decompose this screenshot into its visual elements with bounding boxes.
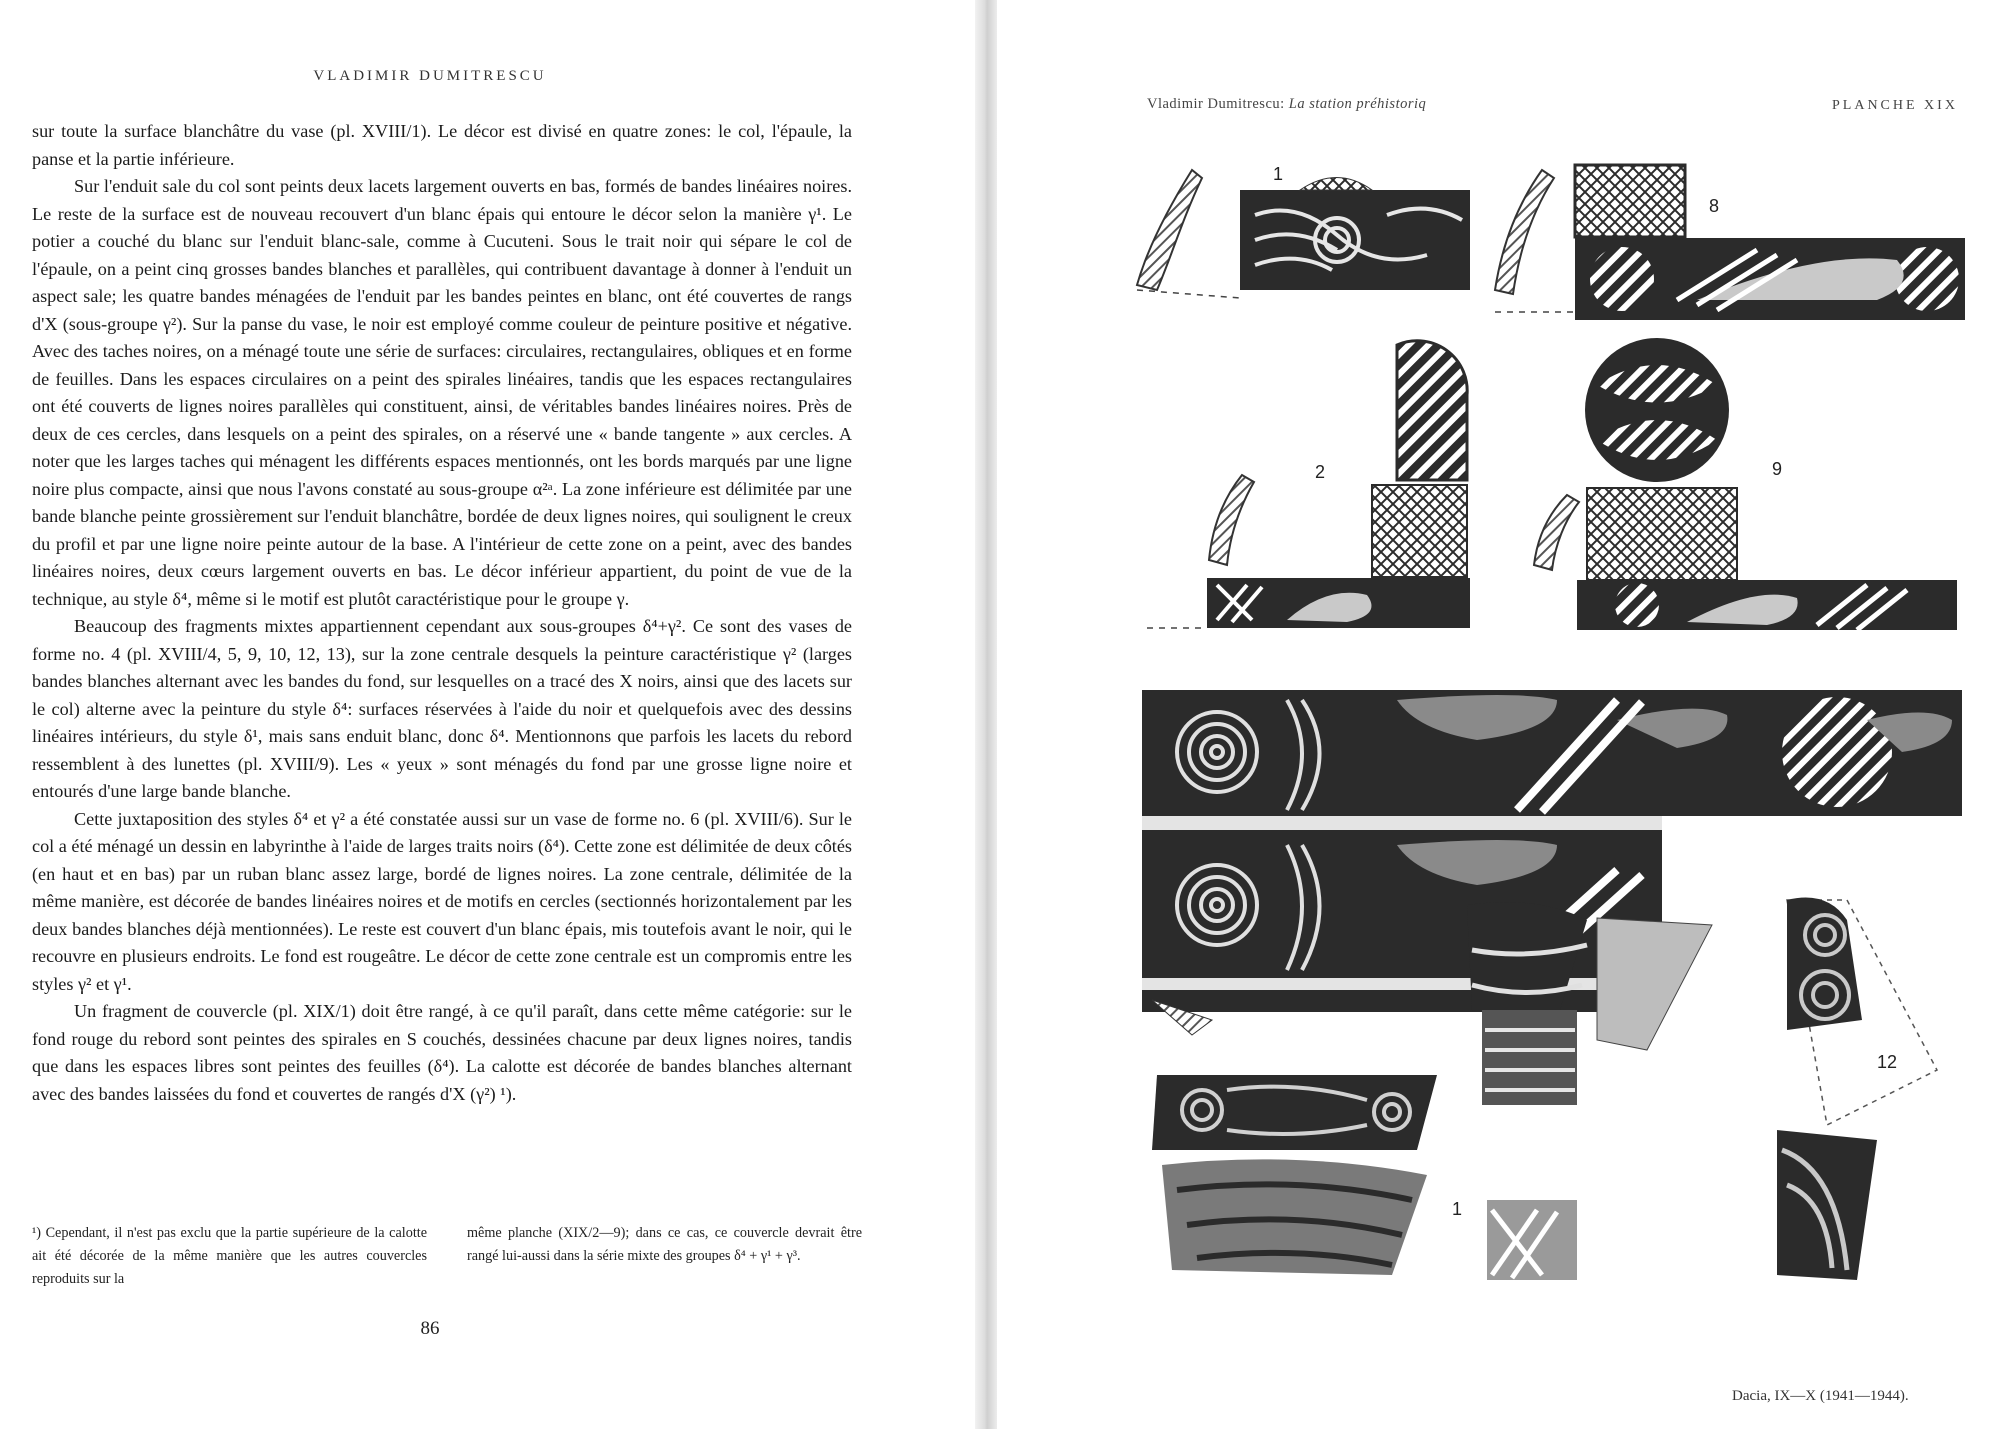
paragraph-5: Un fragment de couvercle (pl. XIX/1) doit être rangé, à ce qu'il paraît, dans cette même catégorie: sur le fond rouge du rebord sont peintes des spirales en S couchés, dessinées chacune par deux lignes noires, tandis que dans les espaces libres sont peintes des feuilles (δ⁴). La calotte est décorée de bandes blanches alternant avec des bandes laissées du fond et couvertes de rangés d'X (γ²) ¹). [32, 1001, 852, 1104]
right-page [997, 0, 2000, 1429]
caption-author: Vladimir Dumitrescu: [1147, 96, 1285, 112]
footnote-right: même planche (XIX/2—9); dans ce cas, ce couvercle devrait être rangé lui-aussi dans la série mixte des groupes δ⁴ + γ¹ + γ³. [467, 1225, 862, 1264]
footnote-left: ¹) Cependant, il n'est pas exclu que la partie supérieure de la calotte ait été décorée de la même manière que les autres couvercles reproduits sur la [32, 1225, 427, 1287]
footnotes [32, 1222, 862, 1291]
journal-footer: Dacia, IX—X (1941—1944). [1732, 1388, 1909, 1404]
fig-label-2: 2 [1315, 462, 1326, 482]
book-gutter [975, 0, 997, 1429]
caption-title: La station préhistoriq [1288, 96, 1427, 112]
left-page [0, 0, 975, 1429]
running-head: VLADIMIR DUMITRESCU [313, 68, 547, 84]
fig-label-8: 8 [1709, 196, 1720, 216]
page-number: 86 [420, 1318, 440, 1339]
fragment-1 [1137, 164, 1470, 298]
fig-label-1-lower: 1 [1452, 1199, 1463, 1219]
fragment-9 [1534, 338, 1957, 630]
paragraph-2: Sur l'enduit sale du col sont peints deux lacets largement ouverts en bas, formés de bandes linéaires noires. Le reste de la surface est de nouveau recouvert d'un blanc épais qui entoure le décor selon la manière γ¹. Le potier a couché du blanc sur l'enduit blanc-sale, comme à Cucuteni. Sous le trait noir qui sépare le col de l'épaule, on a peint cinq grosses bandes blanches et parallèles, qui contribuent davantage à donner à l'enduit un aspect sale; les quatre bandes ménagées de l'enduit par les bandes peintes en blanc, ont été couvertes de rangs d'X (sous-groupe γ²). Sur la panse du vase, le noir est employé comme couleur de peinture positive et négative. Avec des taches noires, on a ménagé toute une série de surfaces: circulaires, rectangulaires, obliques et en forme de feuilles. Dans les espaces circulaires on a peint des spirales linéaires, tandis que les espaces rectangulaires ont été couverts de lignes noires parallèles qui constituent, ainsi, de véritables bandes linéaires noires. Près de deux de ces cercles, dans lesquels on a peint des spirales, on a réservé une « bande tangente » aux cercles. A noter que les larges taches qui ménagent les différents espaces mentionnés, ont les bords marqués par une ligne noire plus compacte, ainsi que nous l'avons constaté au sous-groupe α²ᵃ. La zone inférieure est délimitée par une bande blanche peinte grossièrement sur l'enduit blanchâtre, bordée de deux lignes noires, qui soulignent le creux du profil et par une ligne noire peinte autour de la base. A l'intérieur de cette zone on a peint, avec des bandes linéaires noires, deux cœurs largement ouverts en bas. Le décor inférieur appartient, du point de vue de la technique, au style δ⁴, même si le motif est plutôt caractéristique pour le groupe γ. [32, 176, 852, 609]
fig-label-1: 1 [1273, 164, 1284, 184]
paragraph-1: sur toute la surface blanchâtre du vase (pl. XVIII/1). Le décor est divisé en quatre zones: le col, l'épaule, la panse et la partie inférieure. [32, 121, 852, 169]
fragment-2 [1147, 341, 1470, 628]
fragment-8 [1495, 165, 1965, 320]
fig-label-9: 9 [1772, 459, 1783, 479]
plate-illustration [997, 0, 2000, 1429]
paragraph-3: Beaucoup des fragments mixtes appartiennent cependant aux sous-groupes δ⁴+γ². Ce sont des vases de forme no. 4 (pl. XVIII/4, 5, 9, 10, 12, 13), sur la zone centrale desquels la peinture caractéristique γ² (larges bandes blanches alternant avec les bandes du fond, sur lesquelles on a tracé des X noirs, ainsi que des lacets sur le col) alterne avec la peinture du style δ⁴: surfaces réservées à l'aide du noir et quelquefois avec des dessins linéaires intérieurs, du style δ¹, mais sans enduit blanc, donc δ⁴. Mentionnons que parfois les lacets du rebord ressemblent à des lunettes (pl. XVIII/9). Les « yeux » sont ménagés du fond par une grosse ligne noire et entourés d'une large bande blanche. [32, 616, 852, 801]
fragment-12 [1777, 898, 1937, 1281]
paragraph-4: Cette juxtaposition des styles δ⁴ et γ² a été constatée aussi sur un vase de forme no. 6 (pl. XVIII/6). Sur le col a été ménagé un dessin en labyrinthe à l'aide de larges traits noirs (δ⁴). Cette zone est délimitée de deux côtés (en haut et en bas) par un ruban blanc assez large, bordé de lignes noires. La zone centrale, délimitée de la même manière, est décorée de bandes linéaires noires et de motifs en cercles (sectionnés horizontalement par les deux bandes blanches déjà mentionnées). Le reste est couvert d'un blanc épais, mis toutefois avant le noir, qui le recouvre en plusieurs endroits. Le fond est rougeâtre. Le décor de cette zone centrale est un compromis entre les styles γ² et γ¹. [32, 808, 852, 994]
fig-label-12: 12 [1877, 1052, 1898, 1072]
body-text [32, 118, 852, 1108]
plate-title: PLANCHE XIX [1832, 98, 1958, 113]
